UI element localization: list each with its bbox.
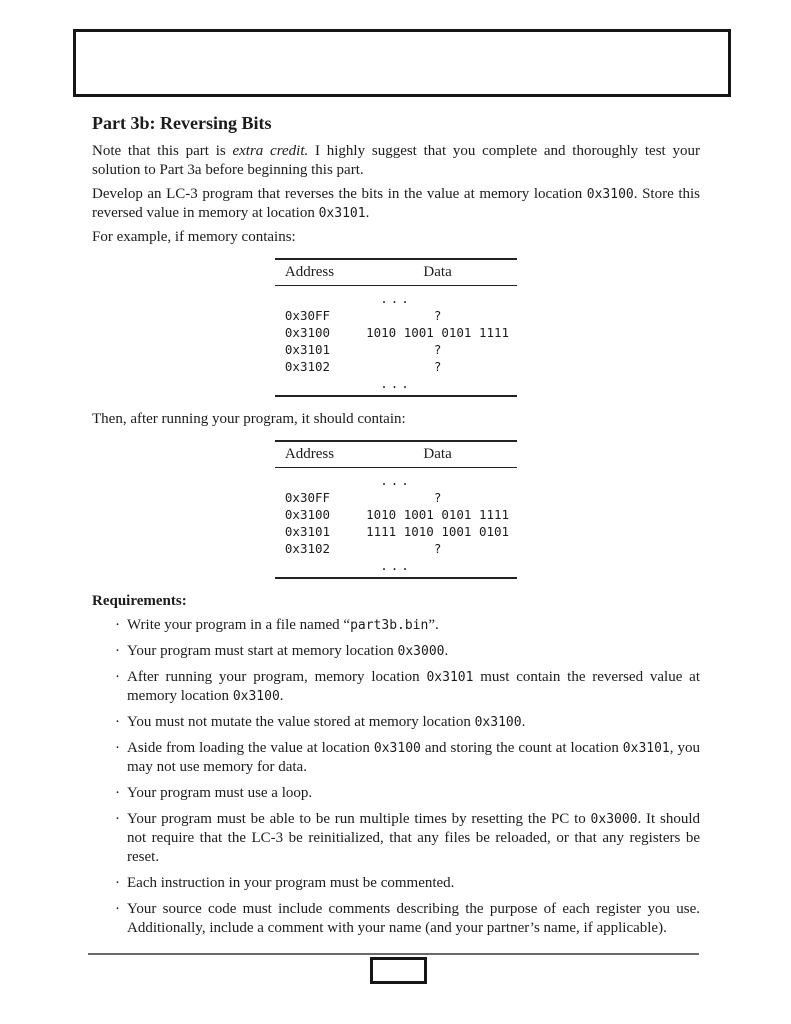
table-row [275, 489, 517, 506]
address-cell: 0x3100 [284, 507, 331, 522]
paragraph-example-intro [92, 228, 700, 247]
redacted-header-box [73, 29, 731, 97]
inline-code: 0x3101 [318, 206, 366, 221]
table-row [275, 307, 517, 324]
data-cell: 1111 1010 1001 0101 [366, 524, 510, 539]
paragraph-task [92, 185, 700, 223]
table-header-row [275, 259, 517, 286]
footer-rule [88, 953, 699, 955]
address-cell: 0x3100 [284, 325, 331, 340]
table-row [275, 540, 517, 557]
data-cell: ? [433, 359, 442, 374]
text-run: must contain the reversed value at memory location [127, 669, 700, 704]
text-run: . [444, 643, 449, 659]
inline-code: 0x3100 [373, 741, 421, 756]
text-run: Develop an LC-3 program that reverses the bits in the value at memory location [92, 186, 587, 202]
text-run: . [365, 205, 370, 221]
text-run: Your program must use a loop. [127, 785, 313, 801]
requirement-item [92, 874, 700, 893]
table-row [275, 341, 517, 358]
text-run: For example, if memory contains: [92, 229, 296, 245]
address-column-header: Address [275, 441, 358, 468]
requirement-item [92, 713, 700, 732]
data-column-header: Data [358, 441, 517, 468]
requirement-item [92, 810, 700, 867]
text-run: . Store this reversed value in memory at location [92, 186, 700, 221]
requirements-list [92, 616, 700, 938]
memory-table-after [275, 440, 517, 579]
requirement-item [92, 668, 700, 706]
inline-code: 0x3000 [397, 644, 445, 659]
inline-code: 0x3000 [590, 812, 638, 827]
ellipsis-cell: ... [380, 473, 412, 488]
inline-code: 0x3101 [426, 670, 474, 685]
address-cell: 0x30FF [284, 308, 331, 323]
paragraph-note [92, 142, 700, 180]
requirements-heading: Requirements: [92, 593, 187, 609]
text-run: Your program must be able to be run multiple times by resetting the PC to [127, 811, 591, 827]
ellipsis-cell: ... [380, 558, 412, 573]
data-cell: ? [433, 308, 442, 323]
italic-text: extra credit. [232, 143, 309, 159]
text-run: and storing the count at location [420, 740, 623, 756]
table-row [275, 506, 517, 523]
table-row [275, 523, 517, 540]
requirement-item [92, 642, 700, 661]
text-run: Write your program in a file named “ [127, 617, 351, 633]
address-cell: 0x3101 [284, 524, 331, 539]
inline-code: 0x3100 [586, 187, 634, 202]
data-cell: 1010 1001 0101 1111 [366, 507, 510, 522]
requirement-item [92, 900, 700, 938]
inline-code: part3b.bin [350, 618, 429, 633]
text-run: . It should not require that the LC-3 be reinitialized, that any files be reloaded, or that any registers be reset. [127, 811, 701, 865]
text-run: ”. [428, 617, 439, 633]
text-run: Aside from loading the value at location [127, 740, 374, 756]
table-row [275, 557, 517, 578]
address-cell: 0x3102 [284, 359, 331, 374]
data-cell: ? [433, 490, 442, 505]
data-cell: ? [433, 541, 442, 556]
text-run: I highly suggest that you complete and thoroughly test your solution to Part 3a before beginning this part. [92, 143, 700, 178]
address-cell: 0x30FF [284, 490, 331, 505]
text-run: Your source code must include comments describing the purpose of each register you use. Additionally, include a comment with your name (and your partner’s name, if applicable). [127, 901, 700, 936]
address-column-header: Address [275, 259, 358, 286]
memory-table-before [275, 258, 517, 397]
table-row [275, 468, 517, 490]
text-run: Then, after running your program, it should contain: [92, 411, 406, 427]
address-cell: 0x3101 [284, 342, 331, 357]
ellipsis-cell: ... [380, 291, 412, 306]
table-row [275, 324, 517, 341]
ellipsis-cell: ... [380, 376, 412, 391]
section-title: Part 3b: Reversing Bits [92, 113, 272, 133]
text-run: , you may not use memory for data. [127, 740, 700, 775]
inline-code: 0x3100 [232, 689, 280, 704]
requirement-item [92, 616, 700, 635]
text-run: . [521, 714, 526, 730]
paragraph-after-run [92, 410, 700, 429]
text-run: Your program must start at memory location [127, 643, 398, 659]
page-content [92, 112, 700, 945]
requirement-item [92, 739, 700, 777]
text-run: Each instruction in your program must be commented. [127, 875, 455, 891]
text-run: After running your program, memory location [127, 669, 427, 685]
text-run: You must not mutate the value stored at memory location [127, 714, 475, 730]
data-column-header: Data [358, 259, 517, 286]
text-run: . [279, 688, 284, 704]
inline-code: 0x3100 [474, 715, 522, 730]
text-run: Note that this part is [92, 143, 233, 159]
requirement-item [92, 784, 700, 803]
table-row [275, 286, 517, 308]
table-row [275, 358, 517, 375]
data-cell: 1010 1001 0101 1111 [366, 325, 510, 340]
table-row [275, 375, 517, 396]
data-cell: ? [433, 342, 442, 357]
table-header-row [275, 441, 517, 468]
address-cell: 0x3102 [284, 541, 331, 556]
inline-code: 0x3101 [622, 741, 670, 756]
redacted-page-number-box [370, 957, 427, 984]
